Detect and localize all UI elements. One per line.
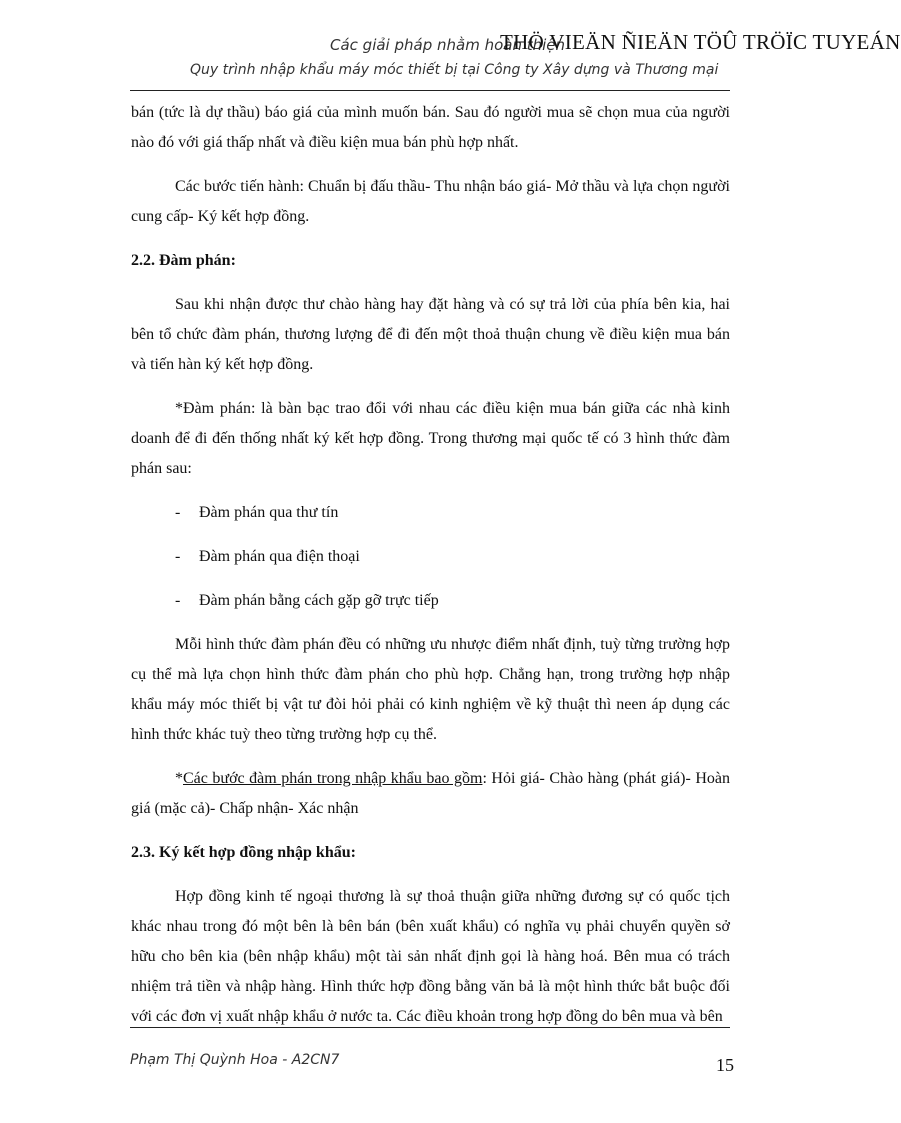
header-divider — [130, 90, 730, 91]
paragraph-negotiation-steps — [131, 764, 730, 824]
running-header-subtitle: Quy trình nhập khẩu máy móc thiết bị tại Công ty Xây dựng và Thương mại — [190, 62, 719, 78]
footer-author: Phạm Thị Quỳnh Hoa - A2CN7 — [130, 1052, 340, 1068]
footer-divider — [130, 1027, 730, 1028]
paragraph-negotiation-forms: Mỗi hình thức đàm phán đều có những ưu nhược điểm nhất định, tuỳ từng trường hợp cụ thể mà lựa chọn hình thức đàm phán cho phù hợp. Chẳng hạn, trong trường hợp nhập khẩu máy móc thiết bị vật tư đòi hỏi phải có kinh nghiệm về kỹ thuật thì neen áp dụng các hình thức khác tuỳ theo từng trường hợp cụ thể. — [131, 636, 730, 743]
section-heading-2-2: 2.2. Đàm phán: — [131, 252, 236, 269]
list-item-text: Đàm phán qua thư tín — [199, 504, 339, 521]
section-heading-2-3: 2.3. Ký kết hợp đồng nhập khẩu: — [131, 844, 356, 861]
bullet-dash: - — [175, 592, 181, 609]
asterisk: * — [175, 770, 183, 787]
underlined-phrase: Các bước đàm phán trong nhập khẩu bao gồm — [183, 770, 483, 787]
bullet-dash: - — [175, 548, 181, 565]
paragraph-steps: Các bước tiến hành: Chuẩn bị đấu thầu- Thu nhận báo giá- Mở thầu và lựa chọn người cung cấp- Ký kết hợp đồng. — [131, 178, 730, 225]
paragraph-continued: bán (tức là dự thầu) báo giá của mình muốn bán. Sau đó người mua sẽ chọn mua của người nào đó với giá thấp nhất và điều kiện mua bán phù hợp nhất. — [131, 104, 730, 151]
document-body — [131, 98, 730, 1032]
paragraph-negotiation-definition: *Đàm phán: là bàn bạc trao đổi với nhau các điều kiện mua bán giữa các nhà kinh doanh để đi đến thống nhất ký kết hợp đồng. Trong thương mại quốc tế có 3 hình thức đàm phán sau: — [131, 400, 730, 477]
steps-list-text: : Hỏi giá- Chào hàng (phát giá)- Hoàn giá (mặc cả)- Chấp nhận- Xác nhận — [131, 770, 730, 817]
list-item — [175, 498, 730, 528]
paragraph-contract: Hợp đồng kinh tế ngoại thương là sự thoả thuận giữa những đương sự có quốc tịch khác nhau trong đó một bên là bên bán (bên xuất khẩu) có nghĩa vụ phải chuyển quyền sở hữu cho bên kia (bên nhập khẩu) một tài sản nhất định gọi là hàng hoá. Bên mua có trách nhiệm trả tiền và nhập hàng. Hình thức hợp đồng bằng văn bả là một hình thức bắt buộc đối với các đơn vị xuất nhập khẩu ở nước ta. Các điều khoản trong hợp đồng do bên mua và bên — [131, 888, 730, 1025]
page-number: 15 — [716, 1055, 734, 1075]
running-header-title: Các giải pháp nhằm hoàn thiện — [330, 36, 566, 54]
list-item — [175, 542, 730, 572]
watermark-text: THÖ VIEÄN ÑIEÄN TÖÛ TRÖÏC TUYEÁN — [500, 30, 901, 54]
list-item — [175, 586, 730, 616]
bullet-dash: - — [175, 504, 181, 521]
paragraph-negotiation-intro: Sau khi nhận được thư chào hàng hay đặt hàng và có sự trả lời của phía bên kia, hai bên tổ chức đàm phán, thương lượng để đi đến một thoả thuận chung về điều kiện mua bán và tiến hàn ký kết hợp đồng. — [131, 296, 730, 373]
list-item-text: Đàm phán qua điện thoại — [199, 548, 360, 565]
list-item-text: Đàm phán bằng cách gặp gỡ trực tiếp — [199, 592, 439, 609]
